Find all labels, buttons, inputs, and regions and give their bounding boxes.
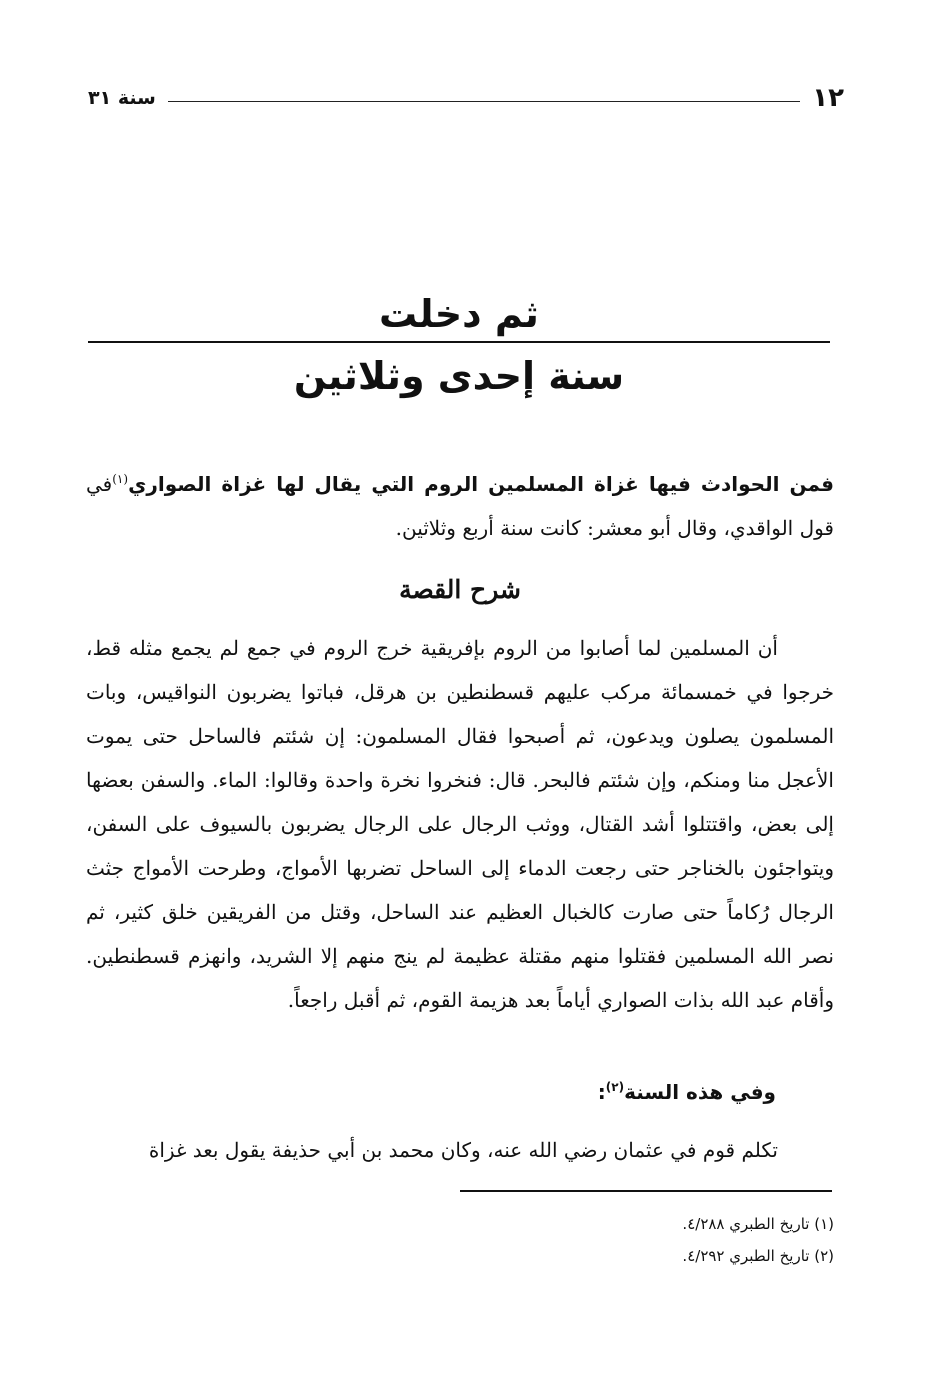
page-number: ١٢ [812,83,844,113]
footnote-2: (٢) تاريخ الطبري ٤/٢٩٢. [682,1247,834,1265]
footnote-1: (١) تاريخ الطبري ٤/٢٨٨. [682,1215,834,1233]
year-note-paragraph: تكلم قوم في عثمان رضي الله عنه، وكان محمد بن أبي حذيفة يقول بعد غزاة [148,1138,778,1162]
header-rule [168,101,800,102]
running-header [88,80,844,116]
chapter-rule [88,341,830,343]
running-title: سنة ٣١ [88,87,156,109]
footnote-ref-2: (٢) [605,1080,625,1094]
chapter-title: سنة إحدى وثلاثين [293,354,625,398]
chapter-kicker: ثم دخلت [379,292,539,336]
intro-rest: في قول الواقدي، وقال أبو معشر: كانت سنة أربع وثلاثين. [86,472,834,540]
footnotes [86,1208,834,1272]
intro-paragraph [86,462,834,550]
footnote-rule [460,1190,832,1192]
footnote-ref-1: (١) [112,472,129,486]
year-note-heading [86,1070,776,1114]
story-paragraph: أن المسلمين لما أصابوا من الروم بإفريقية خرج الروم في جمع لم يجمع مثله قط، خرجوا في خمسمائة مركب عليهم قسطنطين بن هرقل، فباتوا يضربون النواقيس، وبات المسلمون يصلون ويدعون، ثم أصبحوا فقال المسلمون: إن شئتم فالساحل حتى يموت الأعجل منا ومنكم، وإن شئتم فالبحر. قال: فنخروا نخرة واحدة وقالوا: الماء. والسفن بعضها إلى بعض، واقتتلوا أشد القتال، ووثب الرجال على الرجال يضربون بالسيوف على السفن، ويتواجئون بالخناجر حتى رجعت الدماء إلى الساحل تضربها الأمواج، وطرحت الأمواج جثث الرجال رُكاماً حتى صارت كالخبال العظيم عند الساحل، وقتل من الفريقين خلق كثير، ثم نصر الله المسلمين فقتلوا منهم مقتلة عظيمة لم ينج منهم إلا الشريد، وانهزم قسطنطين. وأقام عبد الله بذات الصواري أياماً بعد هزيمة القوم، ثم أقبل راجعاً. [86,636,834,1012]
section-title: شرح القصة [399,575,521,604]
year-note-colon: : [597,1080,606,1104]
intro-lead: فمن الحوادث فيها غزاة المسلمين الروم التي يقال لها غزاة الصواري [128,472,834,496]
year-note-label: وفي هذه السنة [624,1080,776,1104]
